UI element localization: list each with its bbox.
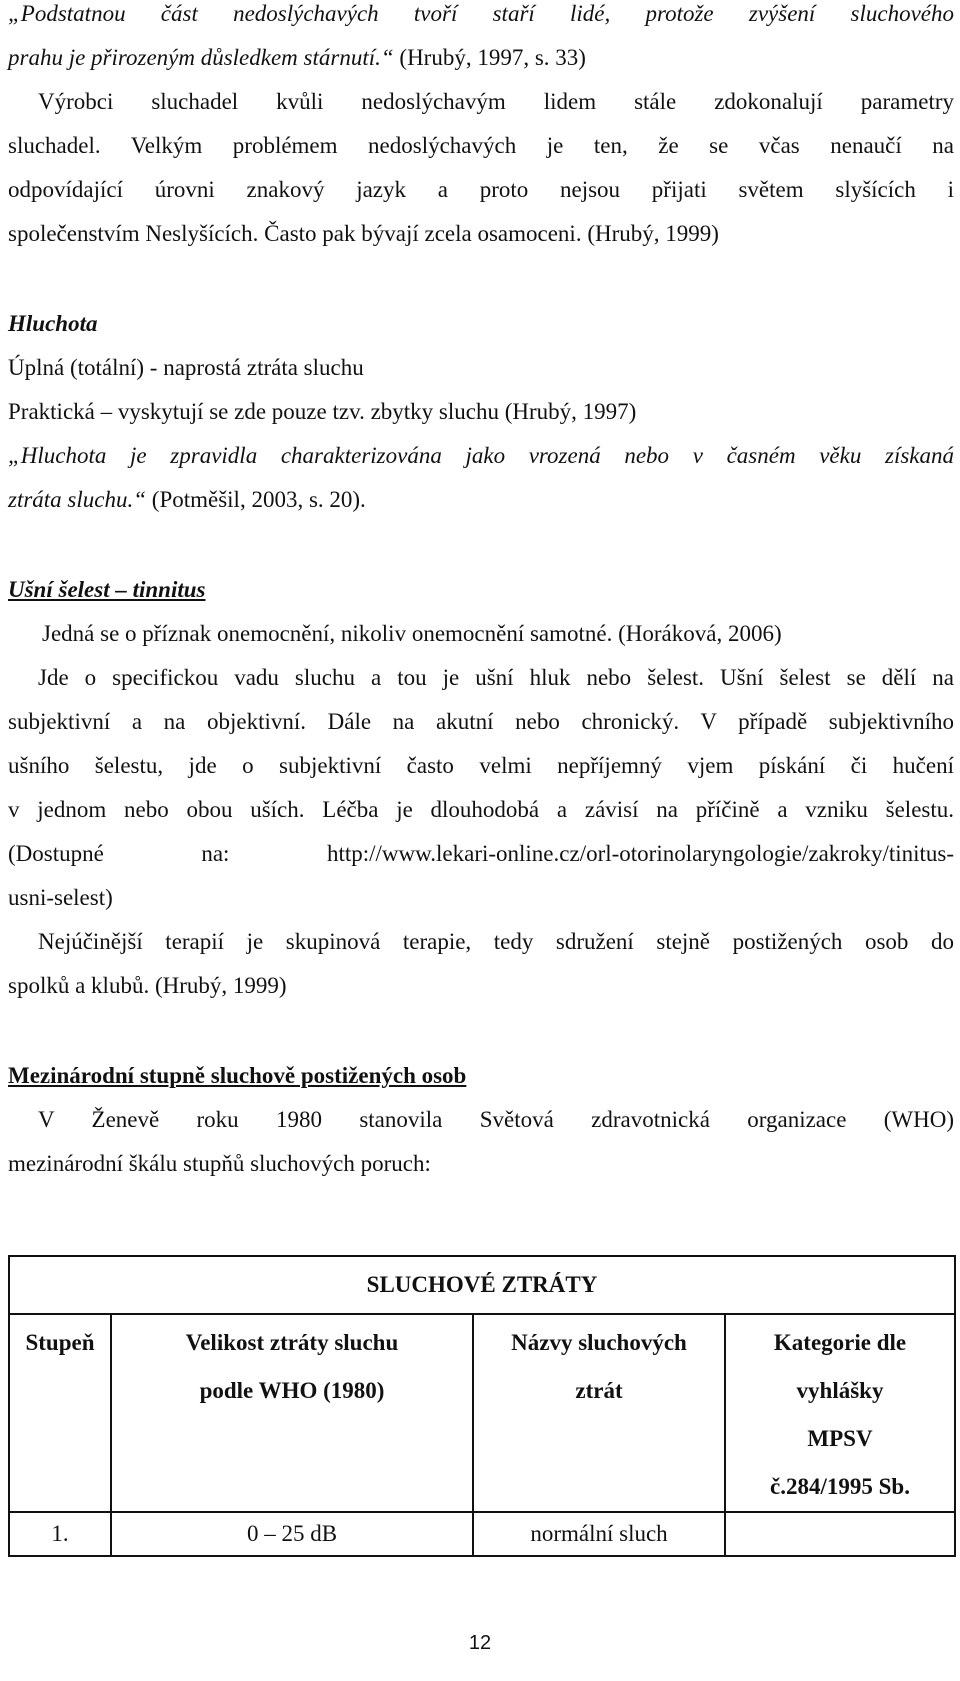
body-line: spolků a klubů. (Hrubý, 1999) — [8, 973, 287, 998]
table-cell: normální sluch — [473, 1512, 725, 1556]
body-line: (Dostupné na: http://www.lekari-online.cz/orl-otorinolaryngologie/zakroky/tinitus- — [8, 841, 954, 866]
quote-italic: ztráta sluchu.“ — [8, 487, 147, 512]
quote-line-end — [8, 486, 954, 514]
body-line: subjektivní a na objektivní. Dále na akutní nebo chronický. V případě subjektivního — [8, 709, 954, 734]
citation: (Potměšil, 2003, s. 20). — [146, 487, 366, 512]
body-line: Praktická – vyskytují se zde pouze tzv. zbytky sluchu (Hrubý, 1997) — [8, 399, 637, 424]
table-cell: 0 – 25 dB — [111, 1512, 473, 1556]
section-heading-tinnitus: Ušní šelest – tinnitus — [8, 577, 206, 602]
quote-line-end — [8, 44, 954, 72]
body-line: mezinárodní škálu stupňů sluchových poruch: — [8, 1151, 431, 1176]
body-line: Úplná (totální) - naprostá ztráta sluchu — [8, 355, 364, 380]
column-header-velikost: Velikost ztráty sluchu podle WHO (1980) — [111, 1314, 473, 1512]
body-line: v jednom nebo obou uších. Léčba je dlouhodobá a závisí na příčině a vzniku šelestu. — [8, 797, 954, 822]
body-line: usni-selest) — [8, 885, 113, 910]
body-line: Jedná se o příznak onemocnění, nikoliv onemocnění samotné. (Horáková, 2006) — [42, 621, 782, 646]
quote-italic: prahu je přirozeným důsledkem stárnutí.“ — [8, 45, 394, 70]
body-line: sluchadel. Velkým problémem nedoslýchavých je ten, že se včas nenaučí na — [8, 133, 954, 158]
body-line: V Ženevě roku 1980 stanovila Světová zdravotnická organizace (WHO) — [38, 1107, 954, 1132]
body-line: odpovídající úrovni znakový jazyk a proto nejsou přijati světem slyšících i — [8, 177, 954, 202]
table-title: SLUCHOVÉ ZTRÁTY — [9, 1256, 955, 1314]
column-header-stupen: Stupeň — [9, 1314, 111, 1512]
body-line: Výrobci sluchadel kvůli nedoslýchavým lidem stále zdokonalují parametry — [38, 89, 954, 114]
column-header-nazvy: Názvy sluchových ztrát — [473, 1314, 725, 1512]
section-heading-hluchota: Hluchota — [8, 311, 98, 336]
page-number: 12 — [468, 1632, 492, 1654]
table-row — [9, 1512, 955, 1556]
quote-line: „Podstatnou část nedoslýchavých tvoří staří lidé, protože zvýšení sluchového — [8, 1, 954, 26]
body-line: společenstvím Neslyšících. Často pak bývají zcela osamoceni. (Hrubý, 1999) — [8, 221, 719, 246]
section-heading-who: Mezinárodní stupně sluchově postižených osob — [8, 1063, 467, 1088]
quote-line: „Hluchota je zpravidla charakterizována jako vrozená nebo v časném věku získaná — [8, 443, 954, 468]
table-cell: 1. — [9, 1512, 111, 1556]
body-line: ušního šelestu, jde o subjektivní často velmi nepříjemný vjem pískání či hučení — [8, 753, 954, 778]
column-header-kategorie: Kategorie dle vyhlášky MPSV č.284/1995 Sb. — [725, 1314, 955, 1512]
table-cell — [725, 1512, 955, 1556]
citation: (Hrubý, 1997, s. 33) — [393, 45, 586, 70]
body-line: Jde o specifickou vadu sluchu a tou je ušní hluk nebo šelest. Ušní šelest se dělí na — [38, 665, 954, 690]
hearing-loss-table — [8, 1255, 956, 1557]
body-line: Nejúčinější terapií je skupinová terapie, tedy sdružení stejně postižených osob do — [38, 929, 954, 954]
